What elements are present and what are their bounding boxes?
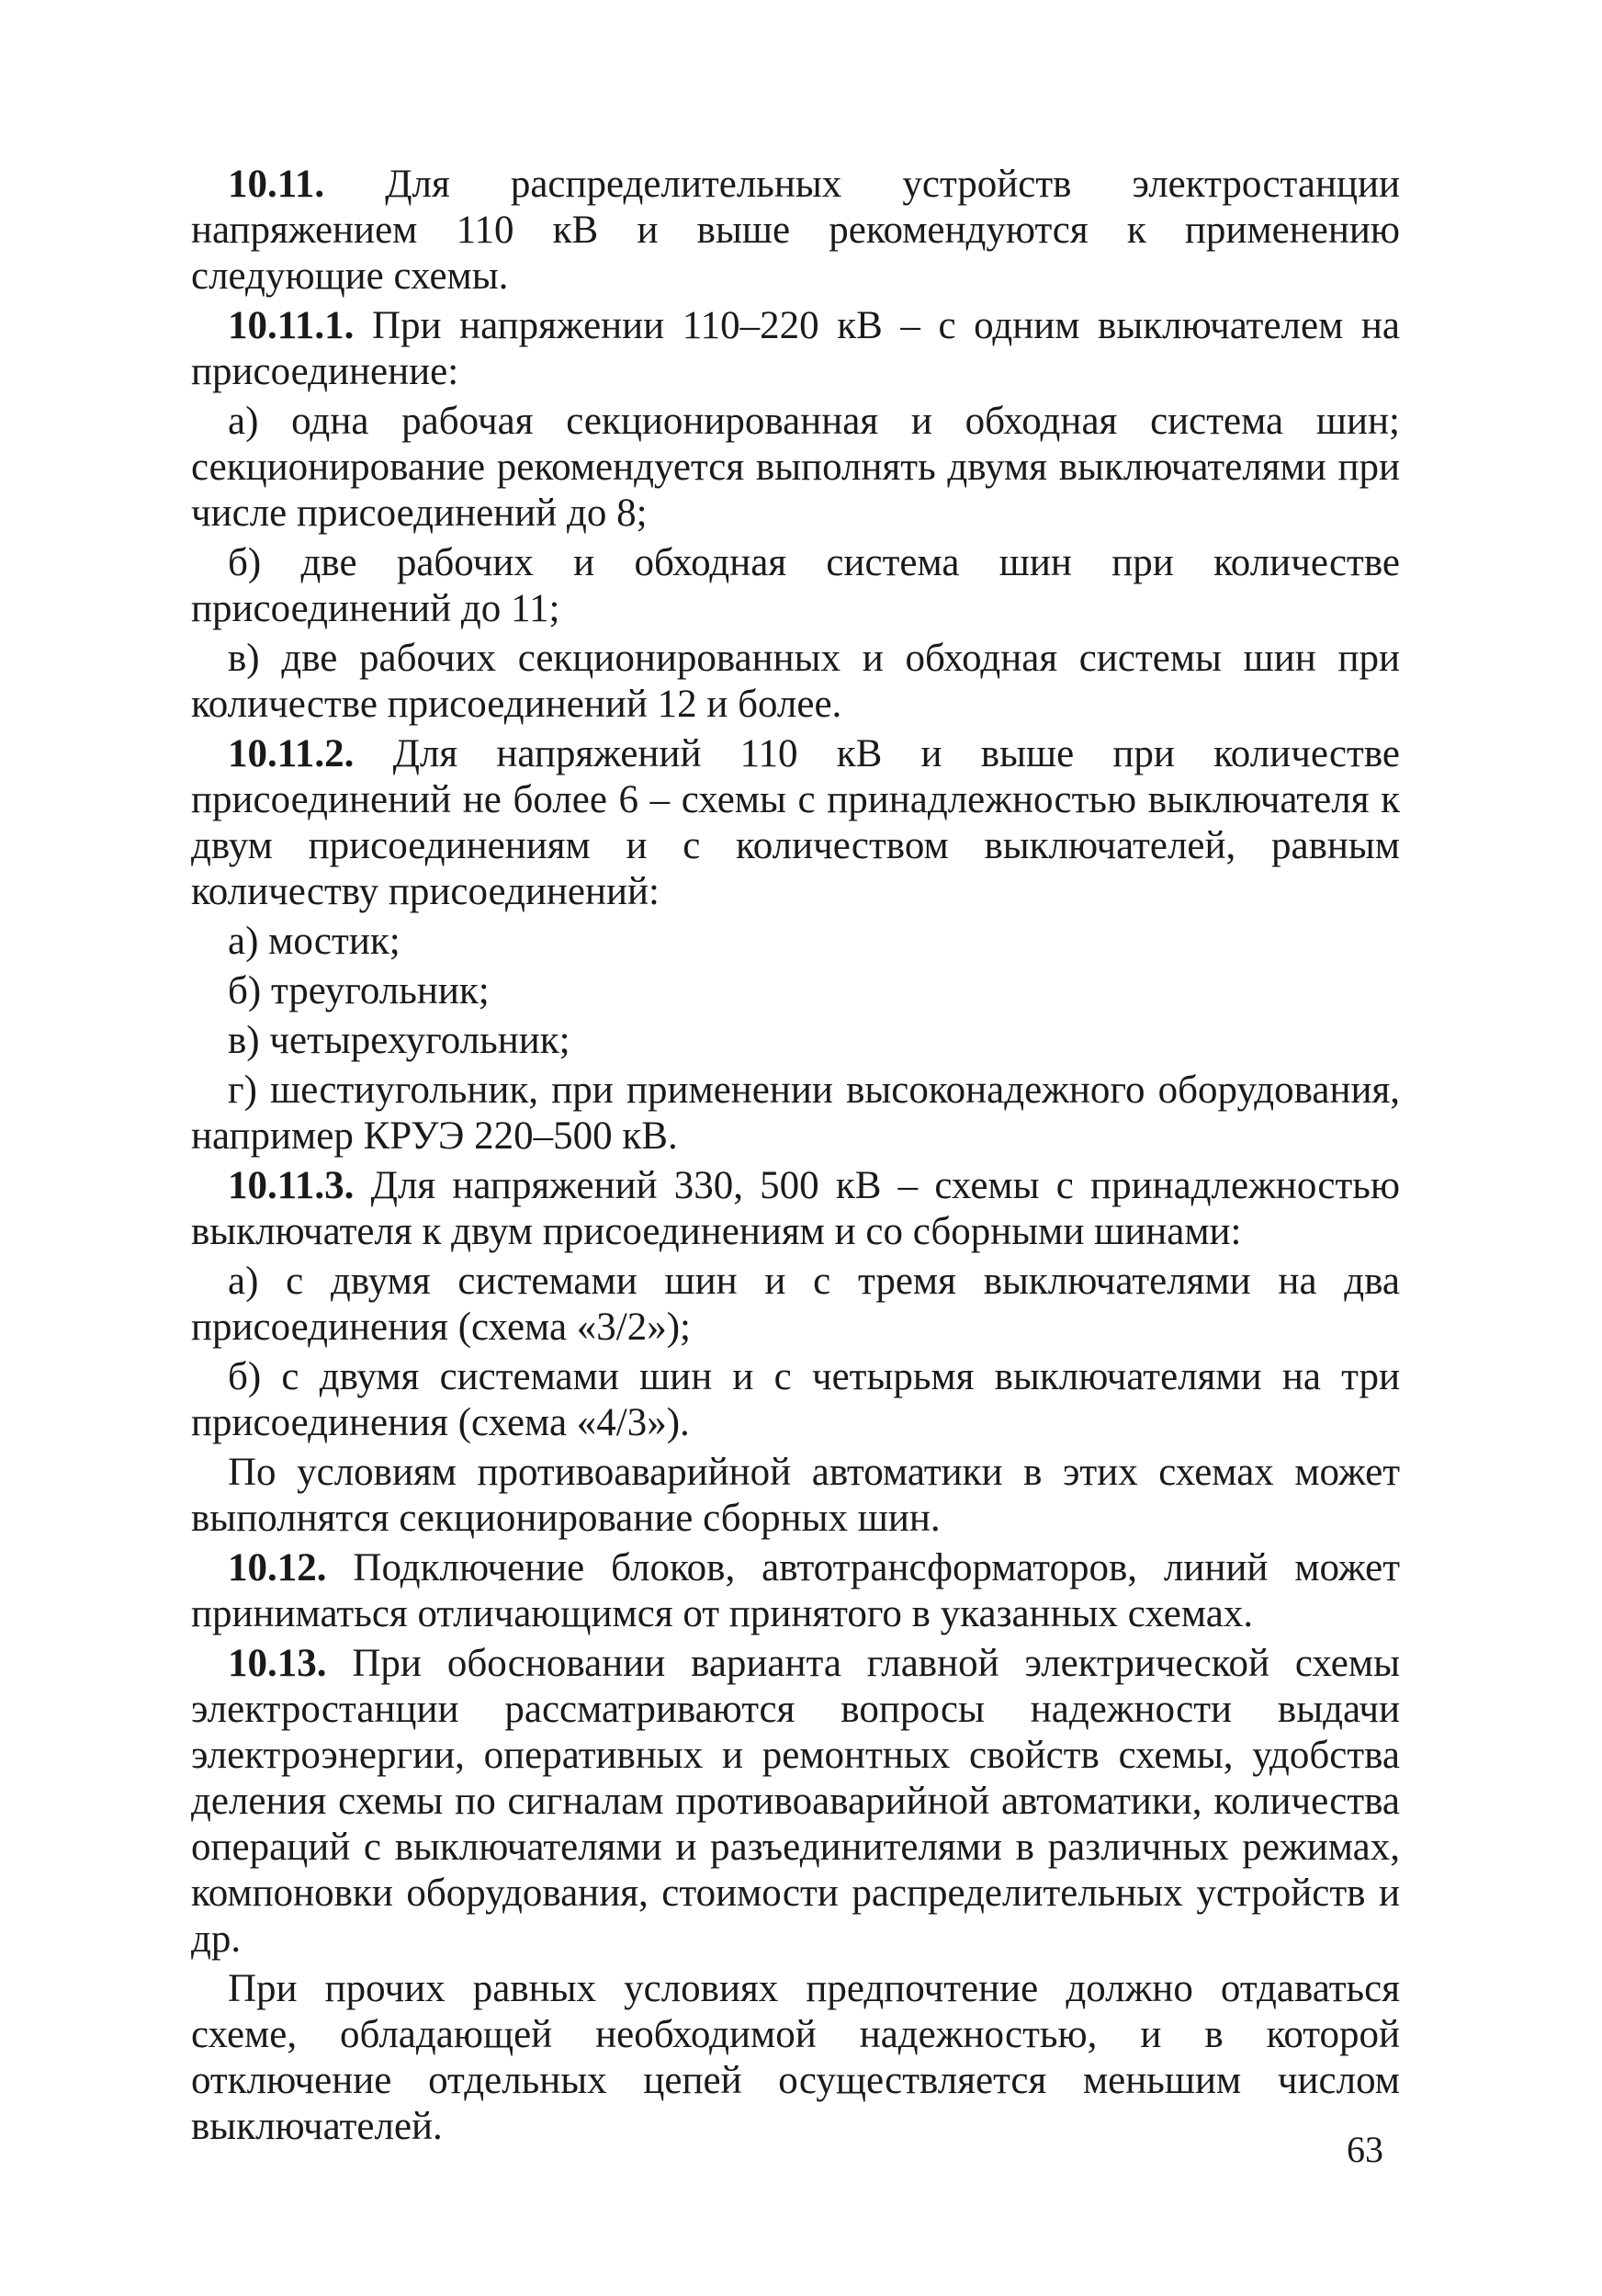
list-item-g: [191, 1068, 1400, 1159]
page-body: [191, 162, 1400, 2154]
list-item-a: [191, 399, 1400, 537]
list-item-b: [191, 540, 1400, 632]
list-item-v: [191, 636, 1400, 728]
paragraph-text: б) две рабочих и обходная система шин при количестве присоединений до 11;: [191, 541, 1400, 630]
paragraph-text: б) треугольник;: [228, 969, 490, 1012]
paragraph-10-11-3: [191, 1163, 1400, 1255]
paragraph-text: При напряжении 110–220 кВ – с одним выключателем на присоединение:: [191, 304, 1400, 393]
paragraph-10-11-1: [191, 303, 1400, 395]
list-item-a: [191, 919, 1400, 965]
section-number: 10.11.1.: [228, 304, 355, 347]
paragraph-text: Для напряжений 330, 500 кВ – схемы с принадлежностью выключателя к двум присоединениям и со сборными шинами:: [191, 1164, 1400, 1253]
list-item-b: [191, 968, 1400, 1014]
list-item-a: [191, 1259, 1400, 1351]
section-number: 10.11.: [228, 163, 325, 206]
paragraph-10-13: [191, 1641, 1400, 1962]
section-number: 10.13.: [228, 1642, 327, 1685]
paragraph-automation-note: [191, 1450, 1400, 1542]
paragraph-text: При прочих равных условиях предпочтение должно отдаваться схеме, обладающей необходимой надежностью, и в которой отключение отдельных цепей осуществляется меньшим числом выключателей.: [191, 1967, 1400, 2148]
paragraph-text: Для напряжений 110 кВ и выше при количестве присоединений не более 6 – схемы с принадлежностью выключателя к двум присоединениям и с количеством выключателей, равным количеству присоединений:: [191, 732, 1400, 913]
paragraph-10-11: [191, 162, 1400, 300]
paragraph-preference: [191, 1966, 1400, 2150]
paragraph-text: а) мостик;: [228, 920, 400, 963]
list-item-v: [191, 1018, 1400, 1064]
paragraph-text: б) с двумя системами шин и с четырьмя выключателями на три присоединения (схема «4/3»).: [191, 1355, 1400, 1444]
paragraph-text: Подключение блоков, автотрансформаторов, линий может приниматься отличающимся от принятого в указанных схемах.: [191, 1546, 1400, 1635]
paragraph-text: а) одна рабочая секционированная и обходная система шин; секционирование рекомендуется выполнять двумя выключателями при числе присоединений до 8;: [191, 400, 1400, 535]
page-number: 63: [1347, 2129, 1383, 2170]
paragraph-text: По условиям противоаварийной автоматики в этих схемах может выполнятся секционирование сборных шин.: [191, 1451, 1400, 1540]
section-number: 10.12.: [228, 1546, 327, 1589]
section-number: 10.11.3.: [228, 1164, 355, 1207]
paragraph-text: Для распределительных устройств электростанции напряжением 110 кВ и выше рекомендуются к применению следующие схемы.: [191, 163, 1400, 298]
paragraph-text: в) четырехугольник;: [228, 1019, 570, 1062]
list-item-b: [191, 1354, 1400, 1446]
paragraph-text: в) две рабочих секционированных и обходная системы шин при количестве присоединений 12 и более.: [191, 637, 1400, 726]
section-number: 10.11.2.: [228, 732, 355, 775]
paragraph-text: а) с двумя системами шин и с тремя выключателями на два присоединения (схема «3/2»);: [191, 1260, 1400, 1349]
paragraph-text: При обосновании варианта главной электрической схемы электростанции рассматриваются вопросы надежности выдачи электроэнергии, оперативных и ремонтных свойств схемы, удобства деления схемы по сигналам противоаварийной автоматики, количества операций с выключателями и разъединителями в различных режимах, компоновки оборудования, стоимости распределительных устройств и др.: [191, 1642, 1400, 1961]
paragraph-text: г) шестиугольник, при применении высоконадежного оборудования, например КРУЭ 220–500 кВ.: [191, 1069, 1400, 1158]
paragraph-10-12: [191, 1545, 1400, 1637]
paragraph-10-11-2: [191, 731, 1400, 915]
